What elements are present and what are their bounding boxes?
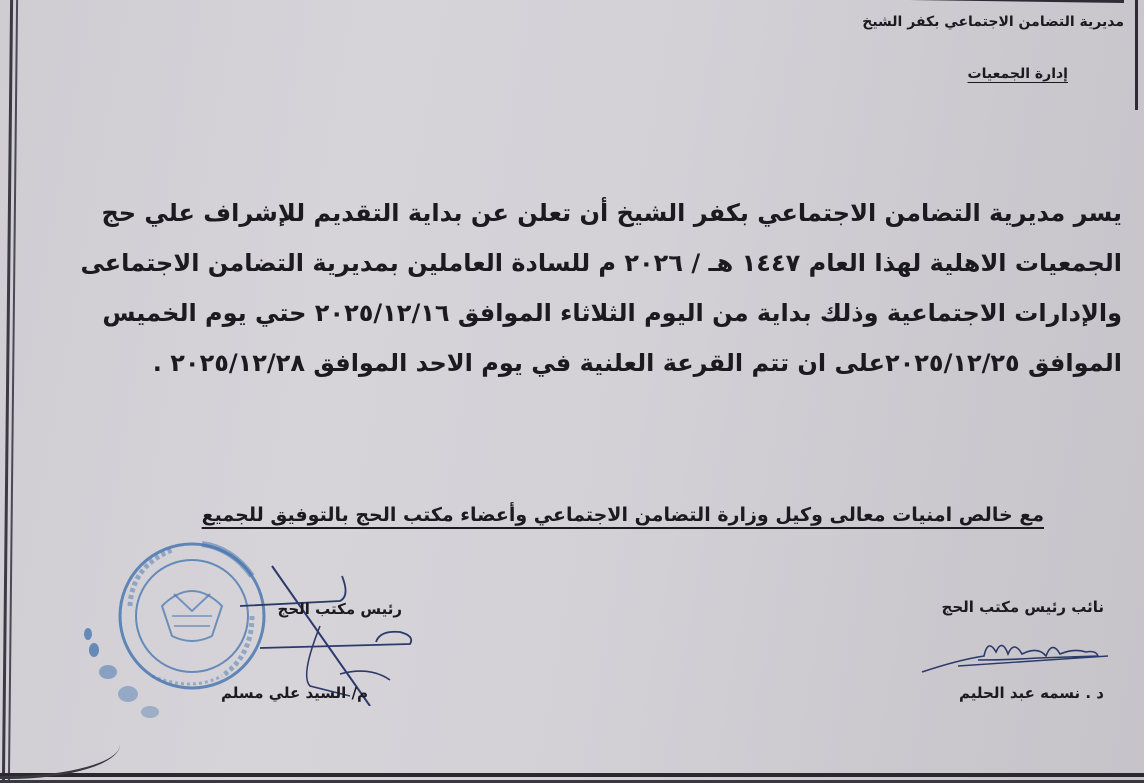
signature-right-icon bbox=[918, 630, 1118, 680]
body-line-3: والإدارات الاجتماعية وذلك بداية من اليوم الثلاثاء الموافق ٢٠٢٥/١٢/١٦ حتي يوم الخميس bbox=[102, 299, 1122, 327]
signatory-left-title: رئيس مكتب الحج bbox=[277, 600, 402, 618]
body-line-4: الموافق ٢٠٢٥/١٢/٢٥على ان تتم القرعة العلنية في يوم الاحد الموافق ٢٠٢٥/١٢/٢٨ . bbox=[152, 349, 1122, 377]
organization-name: مديرية التضامن الاجتماعي بكفر الشيخ bbox=[862, 14, 1124, 30]
body-line-2: الجمعيات الاهلية لهذا العام ١٤٤٧ هـ / ٢٠٢٦ م للسادة العاملين بمديرية التضامن الاجتماعى bbox=[80, 249, 1122, 277]
page-border-bottom bbox=[0, 773, 1144, 777]
signatory-left-name: م/ السيد علي مسلم bbox=[221, 684, 368, 702]
page-border-top bbox=[734, 0, 1124, 3]
signatory-right-name: د . نسمه عبد الحليم bbox=[959, 684, 1104, 702]
closing-remark: مع خالص امنيات معالى وكيل وزارة التضامن الاجتماعي وأعضاء مكتب الحج بالتوفيق للجميع bbox=[201, 504, 1044, 526]
stamp-smudge-icon bbox=[78, 620, 178, 730]
signatory-right-title: نائب رئيس مكتب الحج bbox=[941, 598, 1104, 616]
announcement-body bbox=[70, 188, 1122, 388]
page-border-right bbox=[1135, 0, 1138, 110]
body-line-1: يسر مديرية التضامن الاجتماعي بكفر الشيخ أن تعلن عن بداية التقديم للإشراف علي حج bbox=[101, 199, 1122, 227]
department-name: إدارة الجمعيات bbox=[967, 66, 1068, 82]
